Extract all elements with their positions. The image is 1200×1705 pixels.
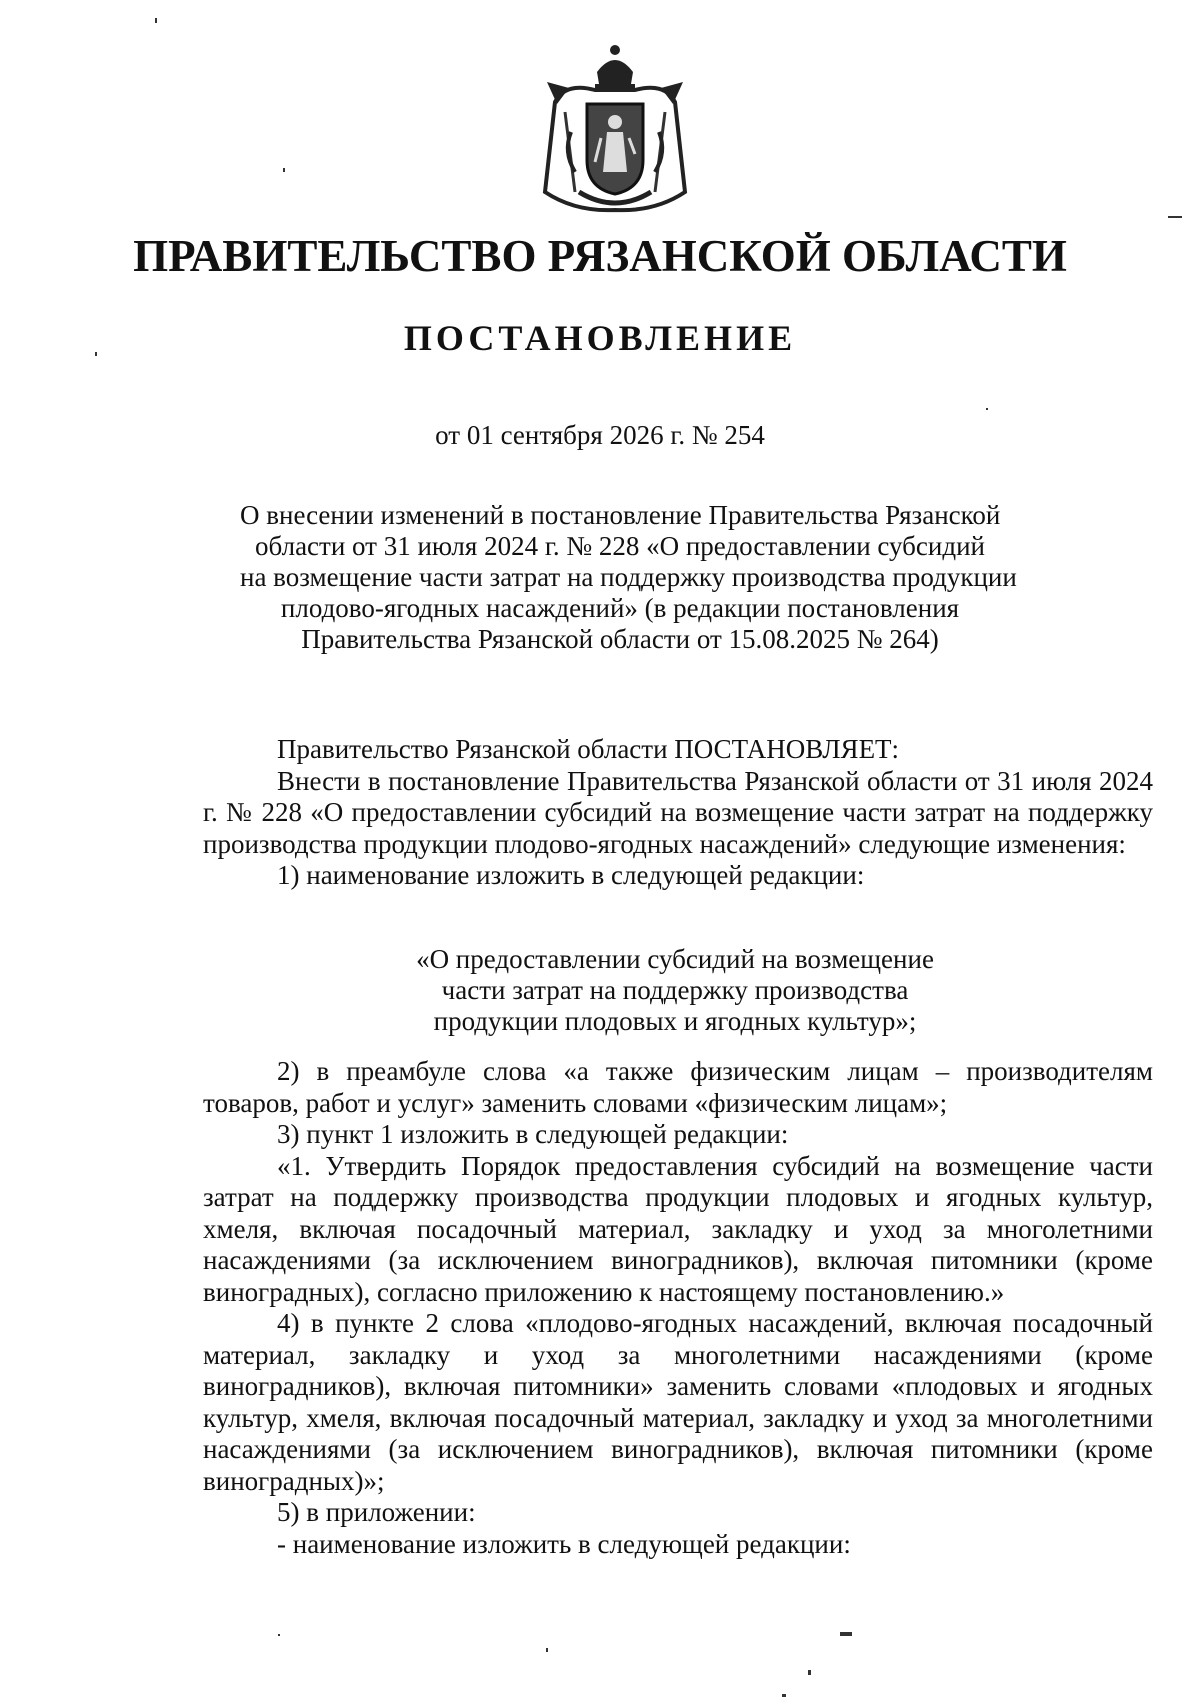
scan-speck bbox=[782, 1694, 786, 1697]
document-date-number: от 01 сентября 2026 г. № 254 bbox=[435, 420, 765, 450]
quote-line: части затрат на поддержку производства bbox=[441, 975, 909, 1005]
subject-line: О внесении изменений в постановление Правительства Рязанской bbox=[240, 500, 1001, 530]
item-2-paragraph: 2) в преамбуле слова «а также физическим лицам – производителям товаров, работ и услуг» заменить словами «физическим лицам»; bbox=[203, 1056, 1153, 1118]
scan-speck bbox=[986, 408, 988, 410]
scan-speck bbox=[808, 1670, 811, 1675]
resolution-main-paragraph: Внести в постановление Правительства Рязанской области от 31 июля 2024 г. № 228 «О предоставлении субсидий на возмещение части затрат на поддержку производства продукции плодово-ягодных насаждений» следующие изменения: bbox=[203, 765, 1153, 859]
resolution-intro: Правительство Рязанской области ПОСТАНОВЛЯЕТ: bbox=[277, 734, 900, 764]
item-4-paragraph: 4) в пункте 2 слова «плодово-ягодных насаждений, включая посадочный материал, закладку и уход за многолетними насаждениями (кроме виноградников), включая питомники» заменить словами «плодовых и ягодных культур, хмеля, включая посадочный материал, закладку и уход за многолетними насаждениями (за исключением виноградников), включая питомники (кроме виноградных)»; bbox=[203, 1308, 1153, 1496]
government-title: ПРАВИТЕЛЬСТВО РЯЗАНСКОЙ ОБЛАСТИ bbox=[133, 231, 1067, 281]
subject-line: на возмещение части затрат на поддержку производства продукции bbox=[240, 562, 1017, 592]
scan-speck bbox=[278, 1634, 280, 1636]
subject-line: области от 31 июля 2024 г. № 228 «О предоставлении субсидий bbox=[255, 531, 985, 561]
resolution-body-part-2 bbox=[203, 1056, 1153, 1560]
subject-line: плодово-ягодных насаждений» (в редакции постановления bbox=[280, 593, 960, 623]
new-name-quote bbox=[0, 944, 1200, 1037]
item-3-paragraph: 3) пункт 1 изложить в следующей редакции: bbox=[277, 1119, 789, 1149]
resolution-body-part-1 bbox=[203, 734, 1153, 892]
scan-speck bbox=[546, 1648, 548, 1652]
item-1-paragraph: 1) наименование изложить в следующей редакции: bbox=[277, 860, 865, 890]
subject-line: Правительства Рязанской области от 15.08.2025 № 264) bbox=[301, 624, 939, 654]
quote-line: «О предоставлении субсидий на возмещение bbox=[416, 944, 934, 974]
scan-speck bbox=[95, 352, 97, 356]
scan-speck bbox=[1168, 216, 1182, 218]
coat-of-arms-emblem bbox=[535, 42, 695, 217]
scan-speck bbox=[155, 18, 157, 23]
scan-speck bbox=[283, 168, 285, 172]
item-5-paragraph: 5) в приложении: bbox=[277, 1497, 476, 1527]
quote-line: продукции плодовых и ягодных культур»; bbox=[433, 1006, 917, 1036]
scan-speck bbox=[840, 1632, 852, 1636]
document-type-title: ПОСТАНОВЛЕНИЕ bbox=[403, 318, 797, 358]
document-subject bbox=[240, 500, 1017, 655]
item-3-text-paragraph: «1. Утвердить Порядок предоставления субсидий на возмещение части затрат на поддержку производства продукции плодовых и ягодных культур, хмеля, включая посадочный материал, закладку и уход за многолетними насаждениями (за исключением виноградников), включая питомники (кроме виноградных), согласно приложению к настоящему постановлению.» bbox=[203, 1150, 1153, 1307]
item-5-subparagraph: - наименование изложить в следующей редакции: bbox=[277, 1528, 851, 1559]
